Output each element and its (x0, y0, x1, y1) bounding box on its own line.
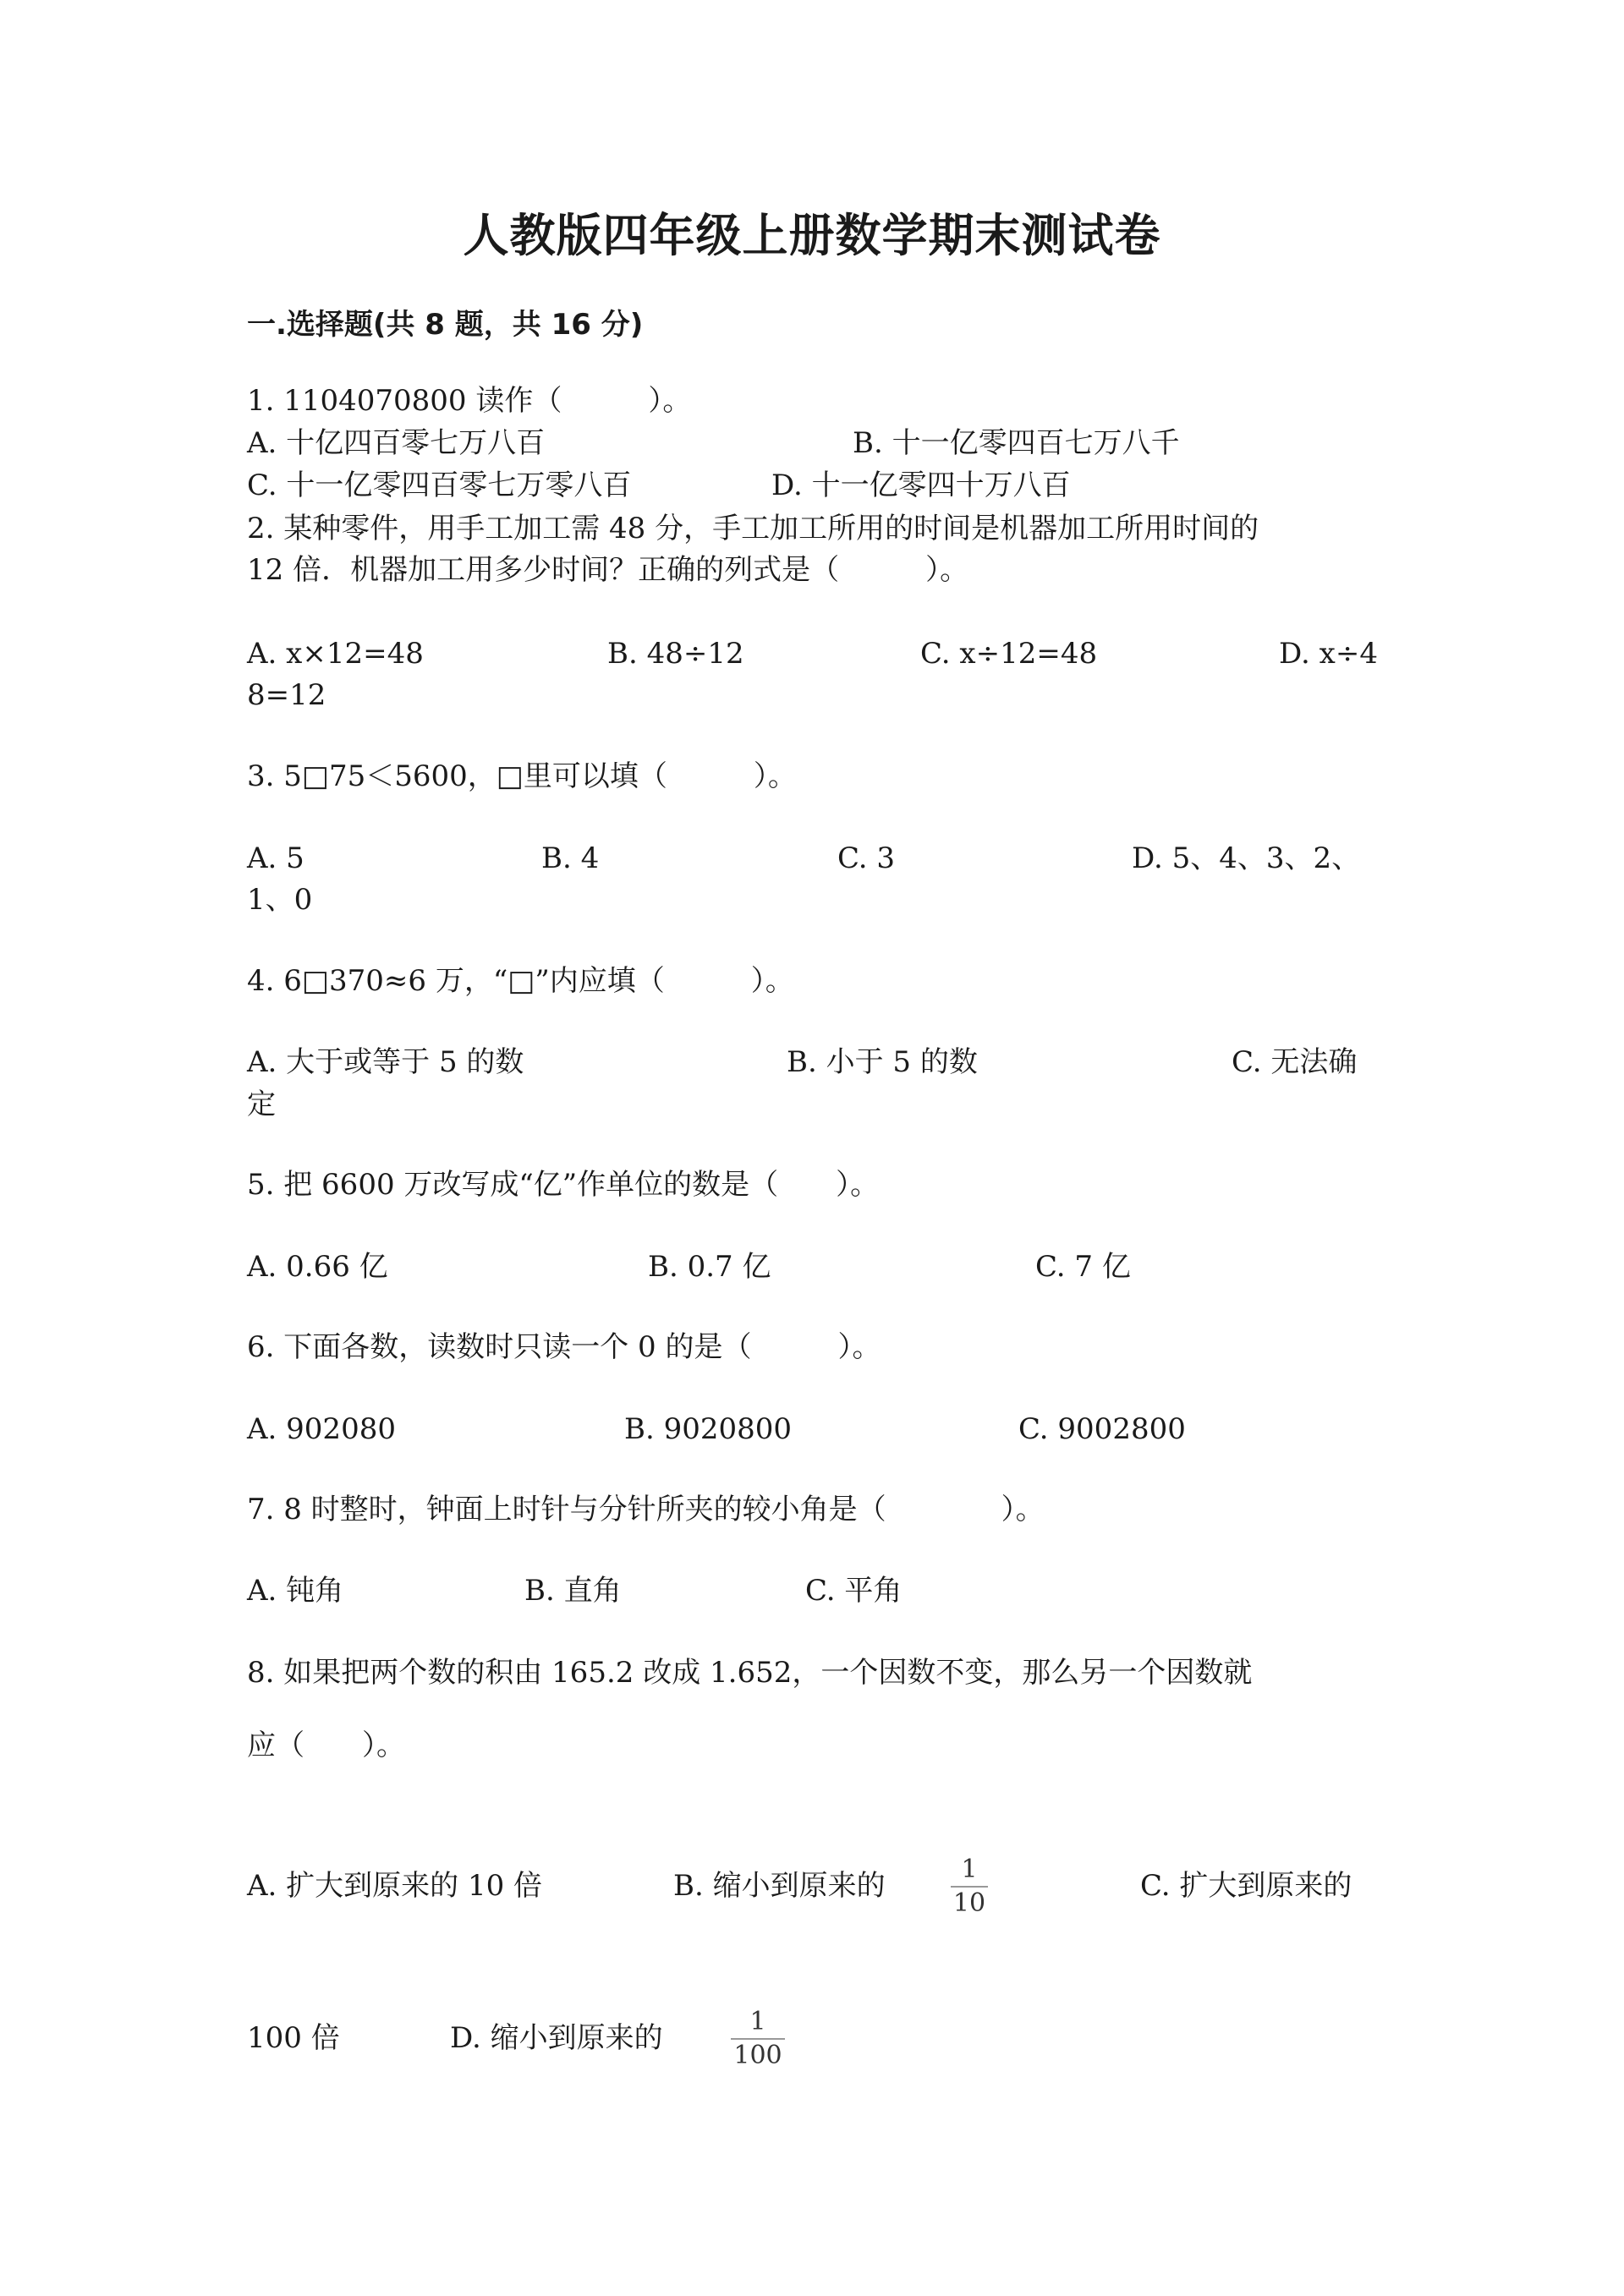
question-stem: 6. 下面各数，读数时只读一个 0 的是（ ）。 (247, 1330, 881, 1364)
question-stem: 7. 8 时整时，钟面上时针与分针所夹的较小角是（ ）。 (247, 1493, 1045, 1526)
question-stem: 4. 6□370≈6 万，“□”内应填（ ）。 (247, 964, 794, 998)
option-d-wrap: 8=12 (247, 678, 326, 712)
question-stem-line2: 12 倍．机器加工用多少时间？正确的列式是（ ）。 (247, 553, 969, 587)
option-c: C. 扩大到原来的 (1140, 1869, 1352, 1903)
option-c: C. 十一亿零四百零七万零八百 (247, 469, 632, 502)
question-stem: 5. 把 6600 万改写成“亿”作单位的数是（ ）。 (247, 1168, 880, 1202)
fraction-denominator: 10 (952, 1888, 986, 1918)
option-d: D. x÷4 (1279, 637, 1378, 671)
question-stem: 1. 1104070800 读作（ ）。 (247, 384, 692, 418)
question-stem: 3. 5□75＜5600，□里可以填（ ）。 (247, 759, 797, 793)
option-d: D. 十一亿零四十万八百 (771, 469, 1071, 502)
option-c: C. 3 (837, 841, 896, 875)
fraction-bar (951, 1886, 988, 1888)
option-a: A. 5 (247, 841, 304, 875)
option-c-wrap: 定 (247, 1088, 276, 1121)
option-d: D. 5、4、3、2、 (1132, 841, 1361, 875)
option-c: C. 9002800 (1018, 1412, 1186, 1446)
question-stem-line1: 8. 如果把两个数的积由 165.2 改成 1.652，一个因数不变，那么另一个因数就 (247, 1656, 1253, 1690)
option-c: C. 无法确 (1232, 1045, 1358, 1079)
option-c: C. 7 亿 (1035, 1250, 1131, 1284)
option-b: B. 48÷12 (607, 637, 744, 671)
fraction-one-hundredth (731, 2008, 785, 2070)
option-c: C. 平角 (805, 1574, 903, 1608)
page-title: 人教版四年级上册数学期末测试卷 (463, 209, 1161, 262)
option-c: C. x÷12=48 (920, 637, 1098, 671)
option-a: A. 十亿四百零七万八百 (247, 426, 546, 460)
option-a: A. 扩大到原来的 10 倍 (247, 1869, 543, 1903)
option-b: B. 缩小到原来的 (673, 1869, 886, 1903)
option-a: A. 902080 (247, 1412, 396, 1446)
option-a: A. 0.66 亿 (247, 1250, 388, 1284)
fraction-numerator: 1 (749, 2007, 766, 2036)
option-d-wrap: 1、0 (247, 883, 313, 917)
fraction-bar (731, 2038, 785, 2040)
fraction-numerator: 1 (961, 1855, 978, 1884)
section-heading: 一.选择题(共 8 题，共 16 分) (247, 308, 644, 342)
option-d: D. 缩小到原来的 (450, 2021, 663, 2055)
question-stem-line1: 2. 某种零件，用手工加工需 48 分，手工加工所用的时间是机器加工所用时间的 (247, 512, 1259, 545)
option-c-wrap: 100 倍 (247, 2021, 340, 2055)
option-a: A. 大于或等于 5 的数 (247, 1045, 524, 1079)
fraction-one-tenth (951, 1855, 988, 1918)
option-a: A. x×12=48 (247, 637, 424, 671)
option-a: A. 钝角 (247, 1574, 344, 1608)
option-b: B. 0.7 亿 (648, 1250, 771, 1284)
option-b: B. 4 (541, 841, 600, 875)
question-stem-line2: 应（ ）。 (247, 1729, 405, 1762)
fraction-denominator: 100 (733, 2041, 782, 2070)
option-b: B. 9020800 (624, 1412, 793, 1446)
option-b: B. 十一亿零四百七万八千 (853, 426, 1180, 460)
option-b: B. 直角 (524, 1574, 622, 1608)
option-b: B. 小于 5 的数 (787, 1045, 978, 1079)
